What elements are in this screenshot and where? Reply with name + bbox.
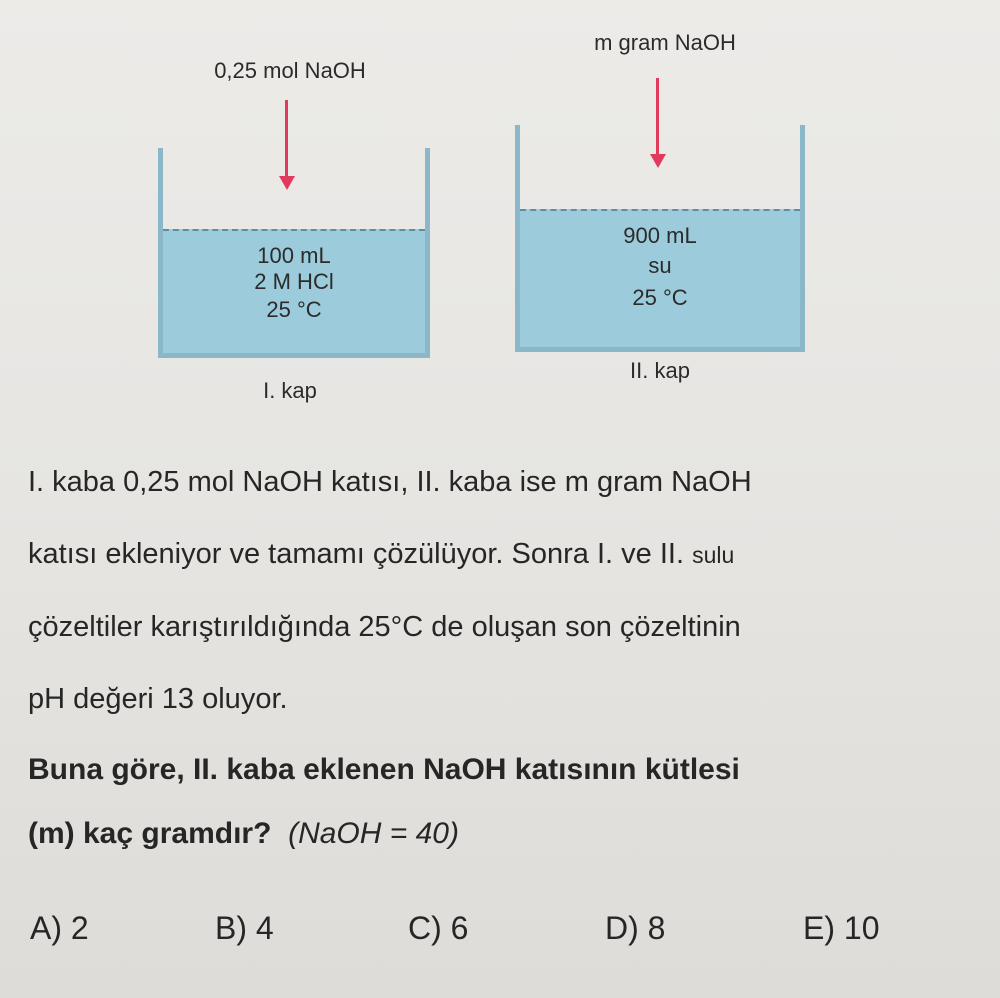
question-line-2 — [28, 802, 978, 866]
choice-c[interactable]: C) 6 — [408, 910, 469, 946]
problem-line-3: çözeltiler karıştırıldığında 25°C de oluşan son çözeltinin — [28, 611, 741, 643]
problem-line-4: pH değeri 13 oluyor. — [28, 683, 288, 715]
problem-line-2 — [28, 518, 968, 591]
question-text — [28, 738, 978, 866]
beaker2-solvent: su — [648, 253, 672, 278]
problem-text — [28, 446, 968, 735]
beaker1-caption: I. kap — [263, 378, 317, 403]
choice-b[interactable]: B) 4 — [215, 910, 274, 946]
beaker1-concentration: 2 M HCl — [254, 269, 334, 294]
choice-e[interactable]: E) 10 — [803, 910, 880, 946]
beaker1 — [158, 148, 430, 358]
beaker1-solution — [163, 229, 425, 353]
problem-line-1: I. kaba 0,25 mol NaOH katısı, II. kaba ise m gram NaOH — [28, 466, 752, 498]
beaker2-top-label: m gram NaOH — [594, 30, 736, 55]
choice-a[interactable]: A) 2 — [30, 910, 89, 946]
beaker1-top-label: 0,25 mol NaOH — [214, 58, 366, 83]
molar-mass-note: (NaOH = 40) — [288, 817, 459, 850]
choice-d[interactable]: D) 8 — [605, 910, 666, 946]
beaker2-volume: 900 mL — [623, 223, 697, 248]
beaker1-volume: 100 mL — [257, 243, 331, 268]
beaker2-solution — [520, 209, 800, 347]
question-line-1: Buna göre, II. kaba eklenen NaOH katısının kütlesi — [28, 753, 740, 786]
problem-line-2a: katısı ekleniyor ve tamamı çözülüyor. Sonra I. ve II. — [28, 538, 693, 570]
beaker1-temperature: 25 °C — [266, 297, 322, 322]
beaker2-temperature: 25 °C — [632, 285, 688, 310]
beaker2 — [515, 125, 805, 352]
problem-line-2b: sulu — [692, 542, 735, 568]
beaker2-caption: II. kap — [630, 358, 690, 383]
question-line-2-main: (m) kaç gramdır? — [28, 817, 272, 850]
